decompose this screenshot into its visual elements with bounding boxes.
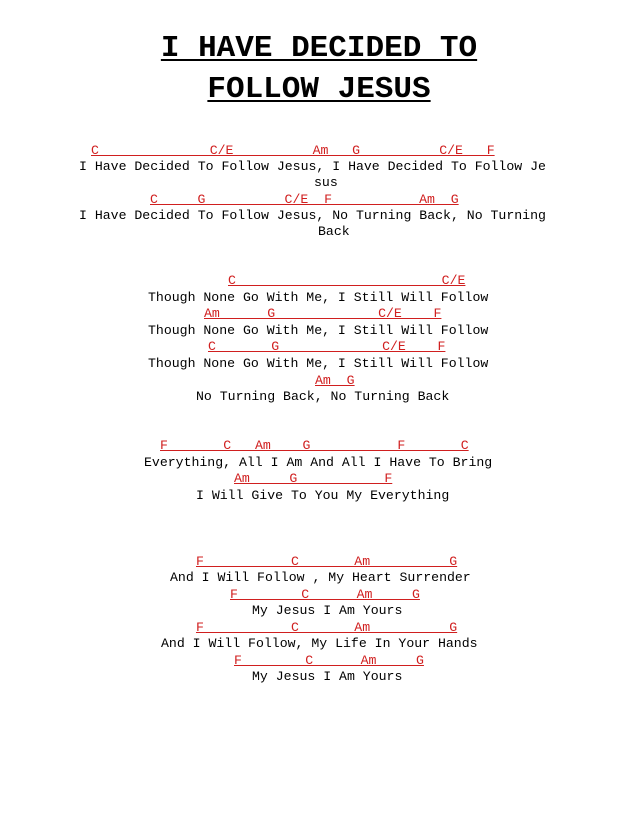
chord-line: C C/E Am G C/E F [91,143,495,158]
lyric-line: My Jesus I Am Yours [252,669,403,684]
chord-line: F C Am G [230,587,420,602]
lyric-line: And I Will Follow , My Heart Surrender [170,570,471,585]
lyric-line: Though None Go With Me, I Still Will Follow [148,323,489,338]
lyric-line: I Will Give To You My Everything [196,488,450,503]
lyric-line: I Have Decided To Follow Jesus, I Have Decided To Follow Je [79,159,546,174]
chord-line: Am G F [234,471,393,486]
lyric-line: Everything, All I Am And All I Have To Bring [144,455,493,470]
lyric-line: I Have Decided To Follow Jesus, No Turning Back, No Turning [79,208,546,223]
song-title-line-2: FOLLOW JESUS [207,72,431,107]
lyric-line: Though None Go With Me, I Still Will Follow [148,290,489,305]
chord-line: Am G [315,373,355,388]
lyric-line: No Turning Back, No Turning Back [196,389,450,404]
chord-line: F C Am G [196,554,458,569]
lyric-line: Back [318,224,350,239]
song-title-line-1: I HAVE DECIDED TO [160,31,478,66]
lyric-line: sus [314,175,338,190]
chord-line: F C Am G [196,620,458,635]
lyric-line: My Jesus I Am Yours [252,603,403,618]
chord-line: C C/E [228,273,466,288]
song-title [0,28,638,110]
lyric-line: And I Will Follow, My Life In Your Hands [161,636,478,651]
chord-line: Am G C/E F [204,306,442,321]
chord-line: C G C/E F Am G [150,192,459,207]
chord-line: F C Am G [234,653,424,668]
chord-line: C G C/E F [208,339,446,354]
lyric-line: Though None Go With Me, I Still Will Follow [148,356,489,371]
chord-line: F C Am G F C [160,438,469,453]
